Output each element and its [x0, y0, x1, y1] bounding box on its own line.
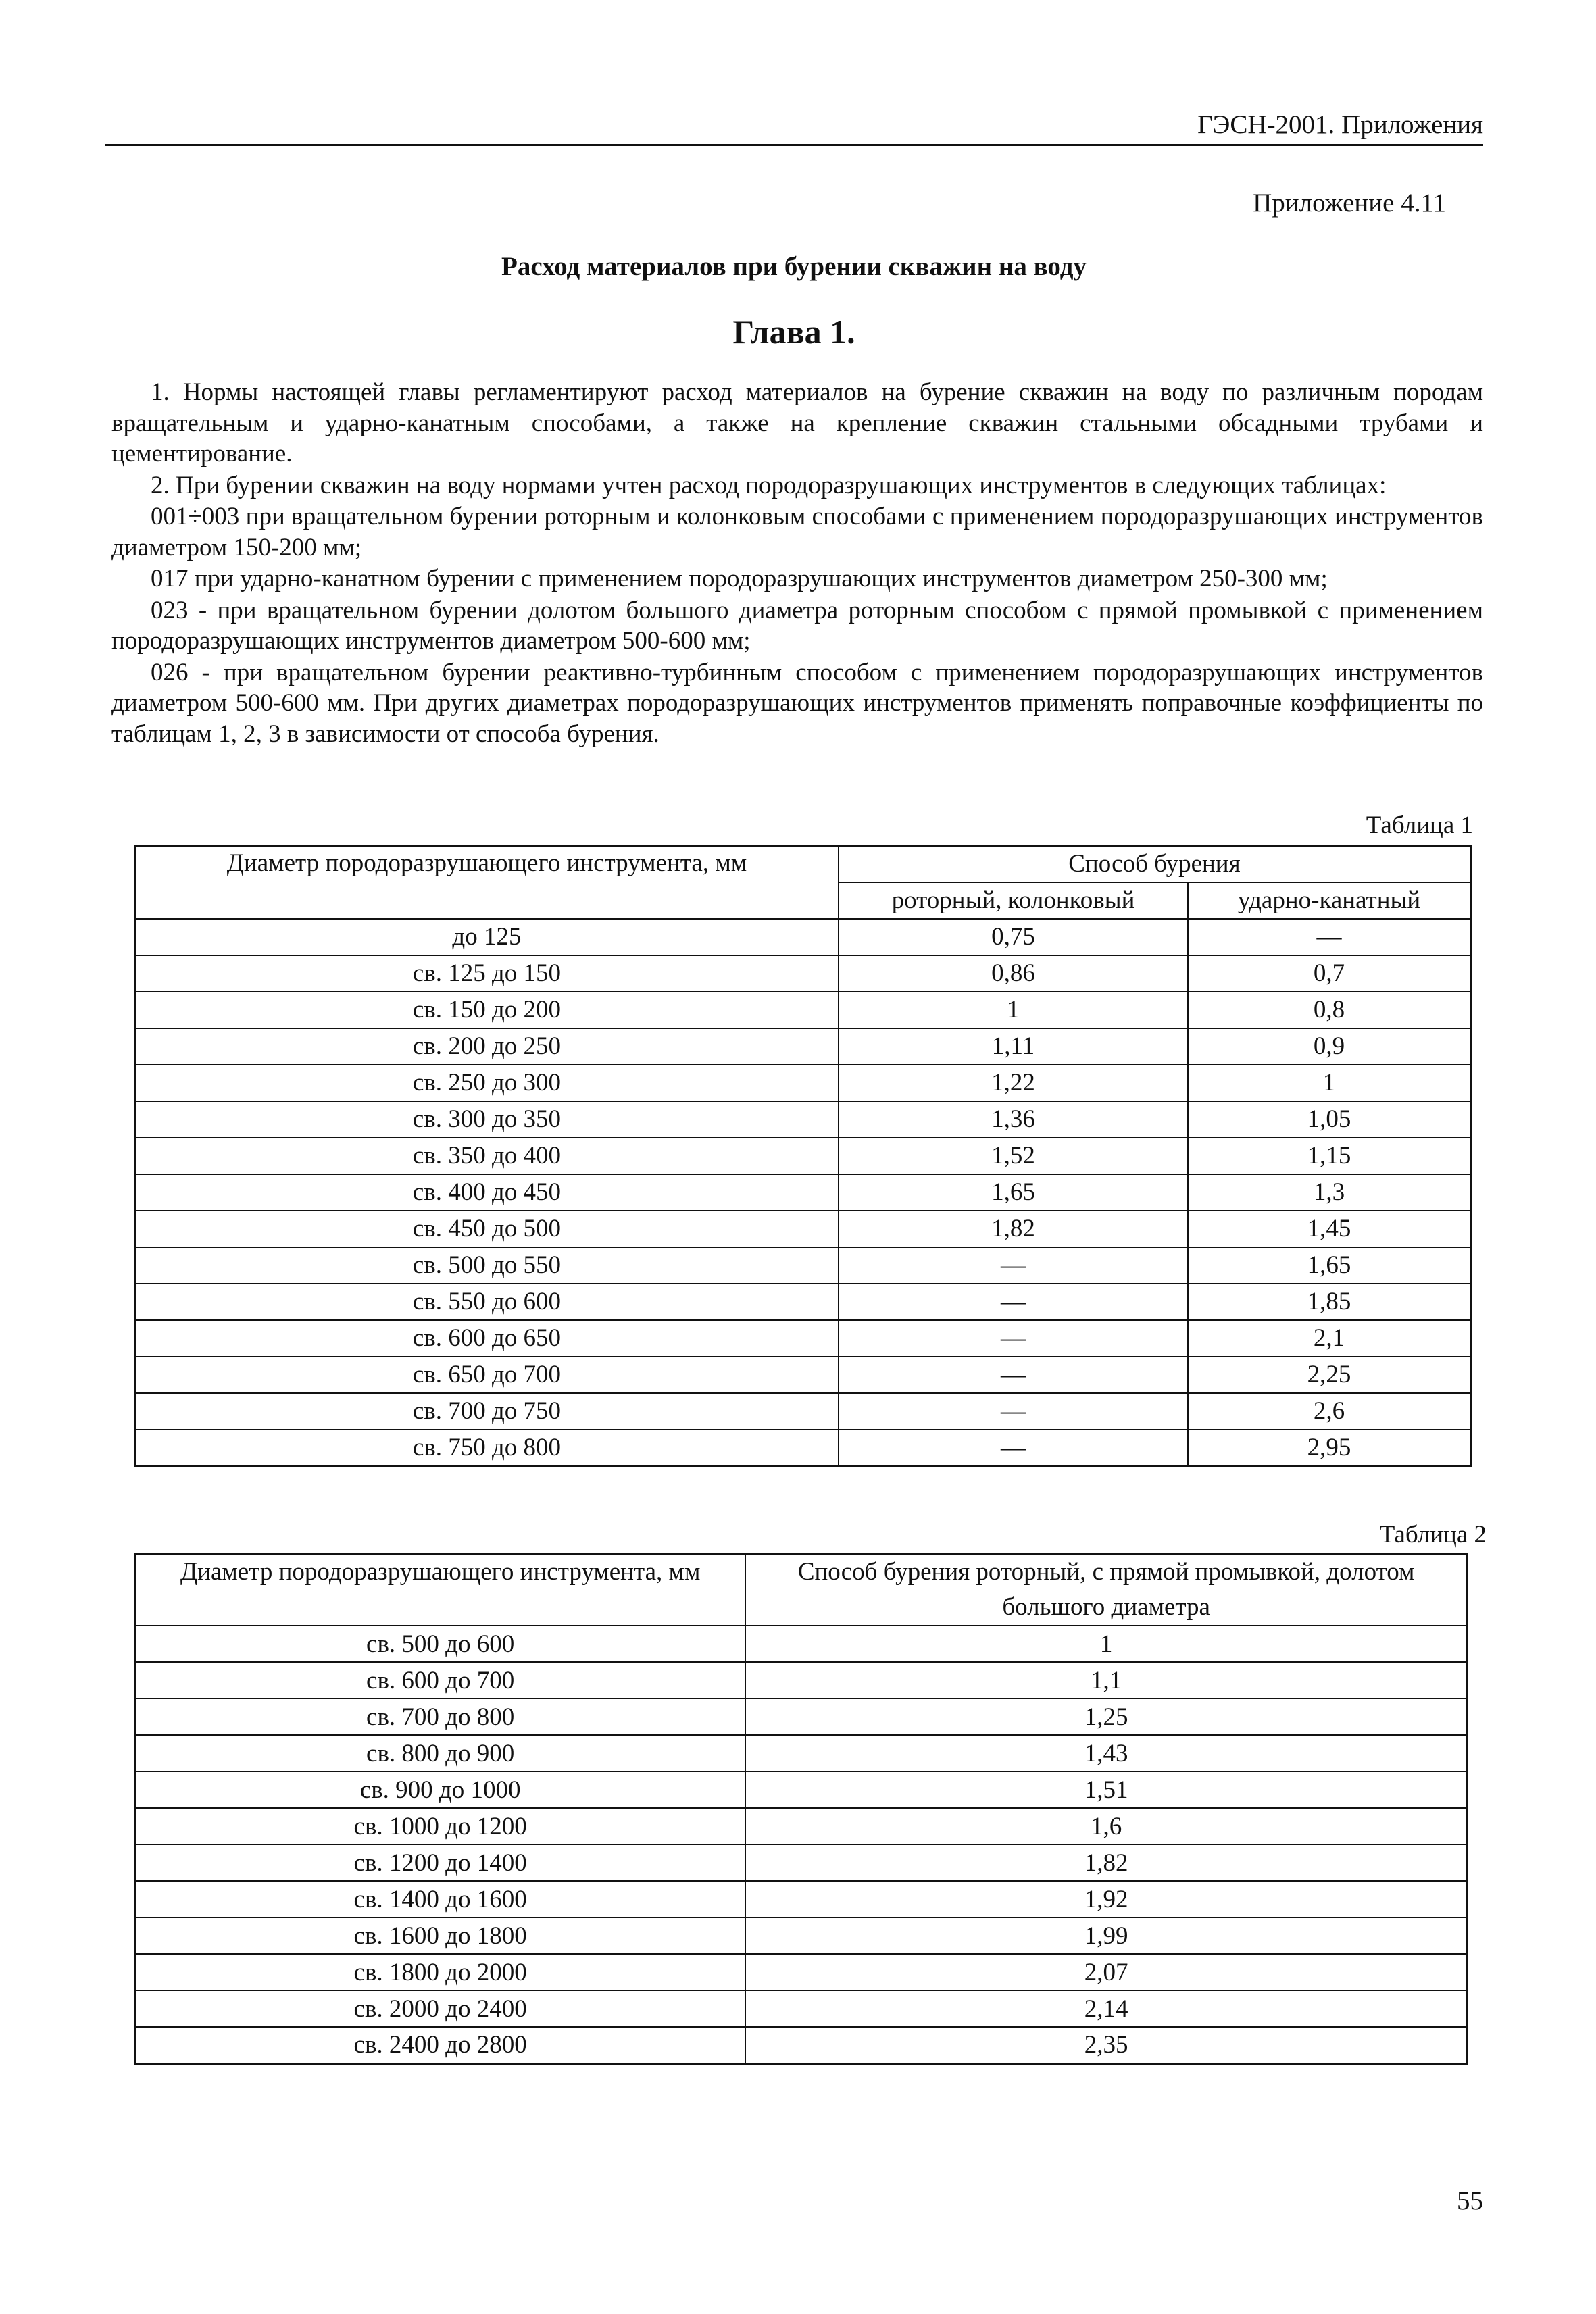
paragraph: 1. Нормы настоящей главы регламентируют расход материалов на бурение скважин на воду по различным породам вращательным и ударно-канатным способами, а также на крепление скважин стальными обсадными трубами и цементирование. — [111, 378, 1483, 468]
table-row — [135, 1247, 1471, 1284]
table-row — [135, 1138, 1471, 1174]
table-cell: 1,43 — [745, 1735, 1467, 1771]
table-cell: 2,6 — [1188, 1393, 1470, 1430]
table-cell: св. 700 до 800 — [135, 1699, 746, 1735]
paragraph: 017 при ударно-канатном бурении с применением породоразрушающих инструментов диаметром 250-300 мм; — [151, 565, 1328, 593]
table-cell: 1,52 — [839, 1138, 1188, 1174]
table-cell: — — [839, 1430, 1188, 1466]
table-cell: 2,07 — [745, 1954, 1467, 1990]
table2-header-method: Способ бурения роторный, с прямой промывкой, долотом большого диаметра — [745, 1554, 1467, 1626]
table-row — [135, 955, 1471, 992]
table-cell: 1,22 — [839, 1065, 1188, 1101]
table-cell: 1,65 — [839, 1174, 1188, 1211]
table-row — [135, 1808, 1468, 1844]
table-cell: св. 2400 до 2800 — [135, 2027, 746, 2063]
table-cell: 2,35 — [745, 2027, 1467, 2063]
table-row — [135, 1284, 1471, 1320]
table-cell: 1 — [839, 992, 1188, 1028]
table-cell: 1,6 — [745, 1808, 1467, 1844]
table-cell: св. 1800 до 2000 — [135, 1954, 746, 1990]
table2-body — [135, 1626, 1468, 2063]
table-cell: 1 — [1188, 1065, 1470, 1101]
table-cell: св. 900 до 1000 — [135, 1771, 746, 1808]
table-cell: 1,45 — [1188, 1211, 1470, 1247]
table-cell: 1,85 — [1188, 1284, 1470, 1320]
table-cell: св. 150 до 200 — [135, 992, 839, 1028]
table-row — [135, 1662, 1468, 1699]
table-cell: 0,9 — [1188, 1028, 1470, 1065]
table-cell: 2,95 — [1188, 1430, 1470, 1466]
table-cell: св. 600 до 700 — [135, 1662, 746, 1699]
table1-header-diameter: Диаметр породоразрушающего инструмента, мм — [135, 846, 839, 919]
table-cell: св. 300 до 350 — [135, 1101, 839, 1138]
chapter-title: Глава 1. — [732, 313, 855, 351]
table-cell: св. 400 до 450 — [135, 1174, 839, 1211]
table-row — [135, 1881, 1468, 1917]
table-row — [135, 1028, 1471, 1065]
table-cell: 1,1 — [745, 1662, 1467, 1699]
table-row — [135, 1357, 1471, 1393]
table-row — [135, 1101, 1471, 1138]
table-row — [135, 1735, 1468, 1771]
table-row — [135, 1990, 1468, 2027]
table-cell: 1,36 — [839, 1101, 1188, 1138]
table-row — [135, 1320, 1471, 1357]
table-cell: св. 450 до 500 — [135, 1211, 839, 1247]
table1-caption: Таблица 1 — [1366, 811, 1473, 839]
table-cell: 1,11 — [839, 1028, 1188, 1065]
table-row — [135, 1211, 1471, 1247]
table-cell: св. 1000 до 1200 — [135, 1808, 746, 1844]
table1-header-percussion: ударно-канатный — [1188, 882, 1470, 919]
table-cell: св. 600 до 650 — [135, 1320, 839, 1357]
table-cell: 1,15 — [1188, 1138, 1470, 1174]
table-cell: св. 500 до 550 — [135, 1247, 839, 1284]
table-cell: св. 500 до 600 — [135, 1626, 746, 1662]
body-text — [111, 377, 1483, 750]
document-title: Расход материалов при бурении скважин на воду — [501, 252, 1087, 281]
table-cell: 0,8 — [1188, 992, 1470, 1028]
table-cell: св. 2000 до 2400 — [135, 1990, 746, 2027]
table-cell: св. 700 до 750 — [135, 1393, 839, 1430]
paragraph: 026 - при вращательном бурении реактивно-турбинным способом с применением породоразрушающих инструментов диаметром 500-600 мм. При других диаметрах породоразрушающих инструментов применять поправочные коэффициенты по таблицам 1, 2, 3 в зависимости от способа бурения. — [111, 658, 1483, 748]
table-cell: до 125 — [135, 919, 839, 955]
table-cell: 1,82 — [839, 1211, 1188, 1247]
table-cell: — — [839, 1320, 1188, 1357]
table-cell: св. 125 до 150 — [135, 955, 839, 992]
table-cell: св. 1600 до 1800 — [135, 1917, 746, 1954]
table-cell: 1,51 — [745, 1771, 1467, 1808]
table-cell: 1,99 — [745, 1917, 1467, 1954]
appendix-label: Приложение 4.11 — [1253, 188, 1446, 218]
table-cell: св. 200 до 250 — [135, 1028, 839, 1065]
paragraph: 001÷003 при вращательном бурении роторным и колонковым способами с применением породоразрушающих инструментов диаметром 150-200 мм; — [111, 503, 1483, 561]
table-cell: 0,75 — [839, 919, 1188, 955]
table-cell: 0,86 — [839, 955, 1188, 992]
table-cell: св. 250 до 300 — [135, 1065, 839, 1101]
table-row — [135, 1954, 1468, 1990]
table-cell: св. 1200 до 1400 — [135, 1844, 746, 1881]
table-cell: св. 800 до 900 — [135, 1735, 746, 1771]
table-cell: — — [839, 1357, 1188, 1393]
paragraph: 023 - при вращательном бурении долотом большого диаметра роторным способом с прямой промывкой с применением породоразрушающих инструментов диаметром 500-600 мм; — [111, 596, 1483, 655]
table-cell: св. 750 до 800 — [135, 1430, 839, 1466]
table1-body — [135, 919, 1471, 1466]
table-cell: 1,05 — [1188, 1101, 1470, 1138]
table-cell: — — [839, 1284, 1188, 1320]
table1-header-method: Способ бурения — [839, 846, 1471, 882]
table-cell: св. 1400 до 1600 — [135, 1881, 746, 1917]
table-cell: — — [1188, 919, 1470, 955]
paragraph: 2. При бурении скважин на воду нормами учтен расход породоразрушающих инструментов в следующих таблицах: — [151, 471, 1387, 499]
table-row — [135, 2027, 1468, 2063]
table-row — [135, 992, 1471, 1028]
table-cell: 1 — [745, 1626, 1467, 1662]
table-row — [135, 1771, 1468, 1808]
table-cell: 1,92 — [745, 1881, 1467, 1917]
table-row — [135, 1917, 1468, 1954]
running-header: ГЭСН-2001. Приложения — [105, 109, 1483, 146]
table-row — [135, 1174, 1471, 1211]
table-2 — [134, 1553, 1468, 2065]
table2-caption: Таблица 2 — [1379, 1521, 1487, 1549]
table-row — [135, 1430, 1471, 1466]
table2-header-diameter: Диаметр породоразрушающего инструмента, мм — [135, 1554, 746, 1626]
table-cell: 2,14 — [745, 1990, 1467, 2027]
table-cell: 1,3 — [1188, 1174, 1470, 1211]
table-row — [135, 1844, 1468, 1881]
table-cell: 0,7 — [1188, 955, 1470, 992]
table1-header-rotary: роторный, колонковый — [839, 882, 1188, 919]
table-cell: — — [839, 1393, 1188, 1430]
table-cell: — — [839, 1247, 1188, 1284]
table-cell: 1,82 — [745, 1844, 1467, 1881]
table-row — [135, 919, 1471, 955]
table-row — [135, 1065, 1471, 1101]
page-number: 55 — [1457, 2186, 1483, 2215]
table-cell: 2,25 — [1188, 1357, 1470, 1393]
table-cell: 2,1 — [1188, 1320, 1470, 1357]
table-cell: 1,65 — [1188, 1247, 1470, 1284]
table-cell: 1,25 — [745, 1699, 1467, 1735]
table-row — [135, 1699, 1468, 1735]
table-cell: св. 650 до 700 — [135, 1357, 839, 1393]
table-row — [135, 1626, 1468, 1662]
table-cell: св. 350 до 400 — [135, 1138, 839, 1174]
table-cell: св. 550 до 600 — [135, 1284, 839, 1320]
table-row — [135, 1393, 1471, 1430]
table-1 — [134, 845, 1472, 1467]
